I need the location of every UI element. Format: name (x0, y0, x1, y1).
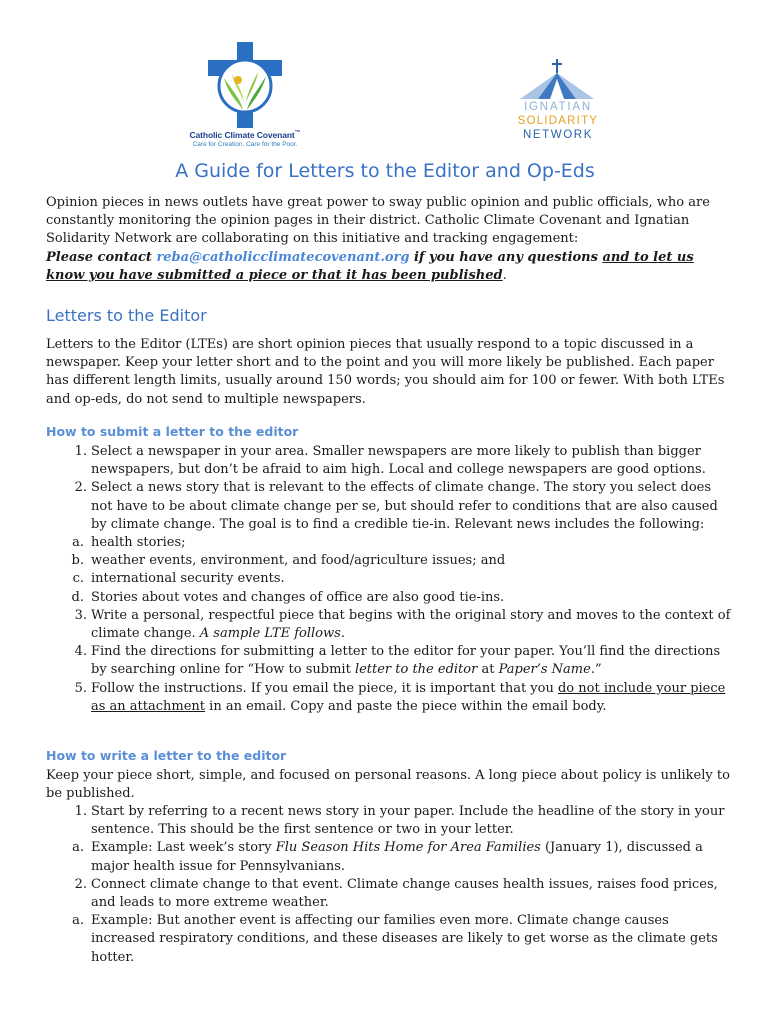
sub-list-item: a. Example: Last week’s story Flu Season Hits Home for Area Families (January 1), discussed a major health issue for Pennsylvanians. (72, 840, 703, 874)
ccc-logo-name: Catholic Climate Covenant™ (189, 130, 301, 140)
write-heading: How to write a letter to the editor (46, 748, 287, 763)
submit-steps-list (71, 443, 731, 716)
write-paragraph: Keep your piece short, simple, and focused on personal reasons. A long piece about policy is unlikely to be published. (46, 768, 730, 802)
intro-text: Opinion pieces in news outlets have great power to sway public opinion and public officials, who are constantly monitoring the opinion pages in their district. Catholic Climate Covenant and Ignatian Solidarity Network are collaborating on this initiative and tracking engagement: (46, 195, 710, 247)
sub-list-item: a. Example: But another event is affecting our families even more. Climate change causes increased respiratory conditions, and these diseases are likely to get worse as the climate gets hotter. (72, 913, 718, 965)
isn-logo-line3: NETWORK (523, 129, 593, 141)
isn-logo-line2: SOLIDARITY (517, 115, 599, 127)
list-item: 2. Connect climate change to that event. Climate change causes health issues, raises food prices, and leads to more extreme weather. a. Example: But another event is affecting our families even more. Climate change causes increased respiratory conditions, and these diseases are likely to get worse as the climate gets hotter. (91, 876, 731, 967)
lte-heading: Letters to the Editor (46, 306, 207, 325)
intro-paragraph: Opinion pieces in news outlets have great power to sway public opinion and public officials, who are constantly monitoring the opinion pages in their district. Catholic Climate Covenant and Ignatian Solidarity Network are collaborating on this initiative and tracking engagement: Please contact reba@catholicclimatecovenant.org if you have any questions and to let us know you have submitted a piece or that it has been published. (46, 195, 710, 283)
contact-line: Please contact reba@catholicclimatecovenant.org if you have any questions and to let us know you have submitted a piece or that it has been published (46, 249, 694, 283)
list-item: 2. Select a news story that is relevant to the effects of climate change. The story you select does not have to be about climate change per se, but should refer to conditions that are also caused by climate change. The goal is to find a credible tie-in. Relevant news includes the following: a. health stories; b. weather events, environment, and food/agriculture issues; and c. international security events. d. Stories about votes and changes of office are also good tie-ins. (91, 479, 731, 606)
list-item: 1. Start by referring to a recent news story in your paper. Include the headline of the story in your sentence. This should be the first sentence or two in your letter. a. Example: Last week’s story Flu Season Hits Home for Area Families (January 1), discussed a major health issue for Pennsylvanians. (91, 803, 731, 876)
sub-list-item: d. Stories about votes and changes of office are also good tie-ins. (71, 589, 505, 605)
lte-paragraph: Letters to the Editor (LTEs) are short opinion pieces that usually respond to a topic discussed in a newspaper. Keep your letter short and to the point and you will more likely be published. Each paper has different length limits, usually around 150 words; you should aim for 100 or fewer. With both LTEs and op-eds, do not send to multiple newspapers. (46, 337, 725, 407)
cross-icon (180, 40, 310, 130)
sub-list-item: b. weather events, environment, and food/agriculture issues; and (71, 553, 506, 569)
write-steps-list (72, 803, 731, 967)
submit-heading: How to submit a letter to the editor (46, 424, 299, 439)
page-title: A Guide for Letters to the Editor and Op-Eds (175, 160, 595, 182)
sub-list-item: c. international security events. (72, 571, 285, 587)
list-item: 5. Follow the instructions. If you email the piece, it is important that you do not include your piece as an attachment in an email. Copy and paste the piece within the email body. (74, 680, 726, 714)
ignatian-solidarity-network-logo (512, 55, 604, 147)
list-item: 3. Write a personal, respectful piece that begins with the original story and moves to the context of climate change. A sample LTE follows. (74, 607, 731, 642)
sub-list (46, 839, 731, 875)
list-item: 4. Find the directions for submitting a letter to the editor for your paper. You’ll find the directions by searching online for “How to submit letter to the editor at Paper’s Name.” (74, 644, 721, 678)
sub-list-item: a. health stories; (72, 535, 186, 551)
sub-list (46, 534, 731, 607)
catholic-climate-covenant-logo (180, 40, 310, 150)
ccc-logo-tagline: Care for Creation. Care for the Poor. (192, 141, 298, 148)
contact-email-link[interactable]: reba@catholicclimatecovenant.org (156, 249, 410, 265)
isn-logo-line1: IGNATIAN (524, 101, 592, 113)
list-item: 1. Select a newspaper in your area. Smaller newspapers are more likely to publish than bigger newspapers, but don’t be afraid to aim high. Local and college newspapers are good options. (74, 444, 706, 478)
tent-icon (512, 55, 604, 101)
sub-list (46, 912, 731, 967)
